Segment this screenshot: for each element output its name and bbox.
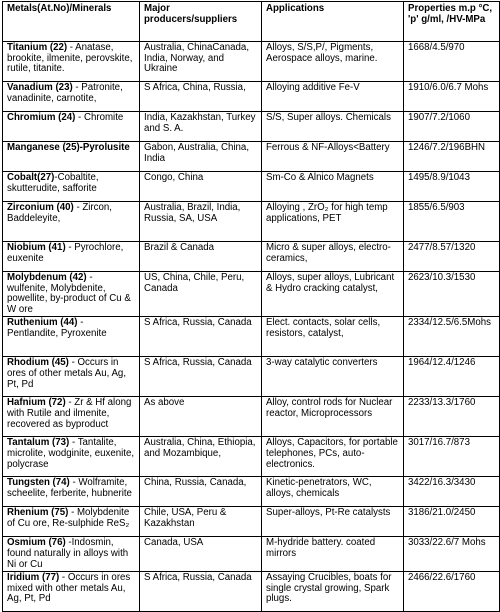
cell-producers: Australia, China, Ethiopia, and Mozambique, [140, 437, 262, 477]
table-row [3, 172, 500, 202]
cell-applications: Alloys, Capacitors, for portable telephones, PCs, auto- electronics. [262, 437, 404, 477]
mineral-list: - Wolframite, scheelite, ferberite, hubnerite [7, 477, 132, 499]
mineral-list: - Zircon, Baddeleyite, [7, 202, 112, 224]
mineral-list: -Indosmin, found naturally in alloys with Ni or Cu [7, 537, 129, 570]
metal-name: Hafnium (72) [7, 397, 66, 409]
mineral-list: - Zr & Hf along with Rutile and ilmenite, recovered as byproduct [7, 397, 132, 430]
cell-properties: 3017/16.7/873 [404, 437, 500, 477]
cell-properties: 3422/16.3/3430 [404, 477, 500, 507]
cell-metal-minerals [3, 507, 140, 537]
table-row [3, 537, 500, 572]
cell-properties: 1495/8.9/1043 [404, 172, 500, 202]
metal-name: Rhenium (75) [7, 507, 69, 519]
mineral-list: - Patronite, vanadinite, carnotite, [7, 82, 123, 104]
mineral-list: - Molybdenite of Cu ore, Re-sulphide ReS₂ [7, 507, 130, 529]
cell-producers: S Africa, Russia, Canada [140, 317, 262, 357]
table-row [3, 507, 500, 537]
cell-metal-minerals [3, 82, 140, 112]
metal-name: Iridium (77) [7, 572, 60, 584]
cell-producers: India, Kazakhstan, Turkey and S. A. [140, 112, 262, 142]
header-minerals: Metals(At.No)/Minerals [3, 2, 140, 42]
metal-name: Titanium (22) [7, 42, 68, 53]
cell-metal-minerals [3, 477, 140, 507]
table-row [3, 357, 500, 397]
cell-metal-minerals [3, 572, 140, 612]
metal-name: Chromium (24) [7, 112, 76, 123]
cell-producers: As above [140, 397, 262, 437]
cell-properties: 2477/8.57/1320 [404, 242, 500, 272]
cell-applications: Super-alloys, Pt-Re catalysts [262, 507, 404, 537]
mineral-list: - Tantalite, microlite, wodginite, euxenite, polycrase [7, 437, 135, 470]
cell-properties: 2233/13.3/1760 [404, 397, 500, 437]
cell-producers: Congo, China [140, 172, 262, 202]
cell-properties: 3033/22.6/7 Mohs [404, 537, 500, 572]
cell-applications: Ferrous & NF-Alloys<Battery [262, 142, 404, 172]
metal-name: Tantalum (73) [7, 437, 70, 449]
table-row [3, 437, 500, 477]
cell-producers: US, China, Chile, Peru, Canada [140, 272, 262, 317]
cell-applications: Micro & super alloys, electro-ceramics, [262, 242, 404, 272]
cell-metal-minerals [3, 202, 140, 242]
table-row [3, 82, 500, 112]
metal-name: Zirconium (40) [7, 202, 74, 213]
cell-properties: 1246/7.2/196BHN [404, 142, 500, 172]
cell-applications: Kinetic-penetrators, WC, alloys, chemicals [262, 477, 404, 507]
metal-name: Niobium (41) [7, 242, 66, 253]
cell-applications: Alloys, super alloys, Lubricant & Hydro cracking catalyst, [262, 272, 404, 317]
cell-applications: Alloys, S/S,P/, Pigments, Aerospace alloys, marine. [262, 42, 404, 82]
cell-properties: 3186/21.0/2450 [404, 507, 500, 537]
cell-producers: Chile, USA, Peru & Kazakhstan [140, 507, 262, 537]
cell-producers: Australia, Brazil, India, Russia, SA, USA [140, 202, 262, 242]
metal-name: Vanadium (23) [7, 82, 73, 93]
metal-name: Molybdenum (42) [7, 272, 87, 283]
metal-name: Osmium (76) [7, 537, 66, 549]
mineral-list: - Pentlandite, Pyroxenite [7, 317, 107, 339]
table-row [3, 142, 500, 172]
cell-applications: Alloying , ZrO₂ for high temp applications, PET [262, 202, 404, 242]
cell-producers: Australia, ChinaCanada, India, Norway, and Ukraine [140, 42, 262, 82]
cell-properties: 2466/22.6/1760 [404, 572, 500, 612]
table-row [3, 242, 500, 272]
header-applications: Applications [262, 2, 404, 42]
table-row [3, 112, 500, 142]
mineral-list: - Pyrochlore, euxenite [7, 242, 124, 264]
cell-metal-minerals [3, 112, 140, 142]
cell-applications: S/S, Super alloys. Chemicals [262, 112, 404, 142]
metal-name: Ruthenium (44) [7, 317, 78, 329]
table-header-row [3, 2, 500, 42]
table-body [3, 42, 500, 612]
table-row [3, 477, 500, 507]
cell-applications: Alloying additive Fe-V [262, 82, 404, 112]
metal-name: Cobalt(27) [7, 172, 55, 183]
cell-metal-minerals [3, 242, 140, 272]
cell-metal-minerals [3, 172, 140, 202]
cell-properties: 2334/12.5/6.5Mohs [404, 317, 500, 357]
metal-name: Rhodium (45) [7, 357, 69, 369]
cell-metal-minerals [3, 537, 140, 572]
cell-applications: Sm-Co & Alnico Magnets [262, 172, 404, 202]
header-producers: Major producers/suppliers [140, 2, 262, 42]
metal-name: Manganese (25)-Pyrolusite [7, 142, 130, 153]
document-page [2, 1, 499, 612]
table-row [3, 397, 500, 437]
cell-properties: 1855/6.5/903 [404, 202, 500, 242]
table-row [3, 572, 500, 612]
cell-metal-minerals [3, 317, 140, 357]
mineral-list: - Occurs in ores mixed with other metals Au, Ag, Pt, Pd [7, 572, 131, 605]
cell-producers: S Africa, Russia, Canada [140, 357, 262, 397]
cell-applications: Elect. contacts, solar cells, resistors, catalyst, [262, 317, 404, 357]
mineral-list: - Chromite [75, 112, 124, 123]
cell-metal-minerals [3, 357, 140, 397]
cell-metal-minerals [3, 437, 140, 477]
cell-producers: Gabon, Australia, China, India [140, 142, 262, 172]
cell-producers: S Africa, Russia, Canada [140, 572, 262, 612]
cell-producers: China, Russia, Canada, [140, 477, 262, 507]
table-row [3, 317, 500, 357]
cell-metal-minerals [3, 272, 140, 317]
mineral-list: - Anatase, brookite, ilmenite, perovskite, rutile, titanite. [7, 42, 133, 75]
metal-name: Tungsten (74) [7, 477, 70, 489]
cell-metal-minerals [3, 397, 140, 437]
cell-metal-minerals [3, 42, 140, 82]
cell-producers: Brazil & Canada [140, 242, 262, 272]
cell-properties: 1964/12.4/1246 [404, 357, 500, 397]
table-row [3, 272, 500, 317]
cell-properties: 2623/10.3/1530 [404, 272, 500, 317]
table-row [3, 202, 500, 242]
mineral-list: - Occurs in ores of other metals Au, Ag, Pt, Pd [7, 357, 127, 390]
cell-applications: Alloy, control rods for Nuclear reactor, Microprocessors [262, 397, 404, 437]
mineral-list: -Cobaltite, skutterudite, safforite [7, 172, 99, 194]
cell-properties: 1907/7.2/1060 [404, 112, 500, 142]
cell-properties: 1910/6.0/6.7 Mohs [404, 82, 500, 112]
cell-metal-minerals [3, 142, 140, 172]
cell-producers: Canada, USA [140, 537, 262, 572]
table-row [3, 42, 500, 82]
header-properties: Properties m.p °C, 'p' g/ml, /HV-MPa [404, 2, 500, 42]
mineral-list: - wulfenite, Molybdenite, powellite, by-product of Cu & W ore [7, 272, 131, 315]
cell-applications: 3-way catalytic converters [262, 357, 404, 397]
cell-applications: Assaying Crucibles, boats for single crystal growing, Spark plugs. [262, 572, 404, 612]
cell-applications: M-hydride battery. coated mirrors [262, 537, 404, 572]
minerals-table [2, 1, 500, 612]
cell-properties: 1668/4.5/970 [404, 42, 500, 82]
cell-producers: S Africa, China, Russia, [140, 82, 262, 112]
